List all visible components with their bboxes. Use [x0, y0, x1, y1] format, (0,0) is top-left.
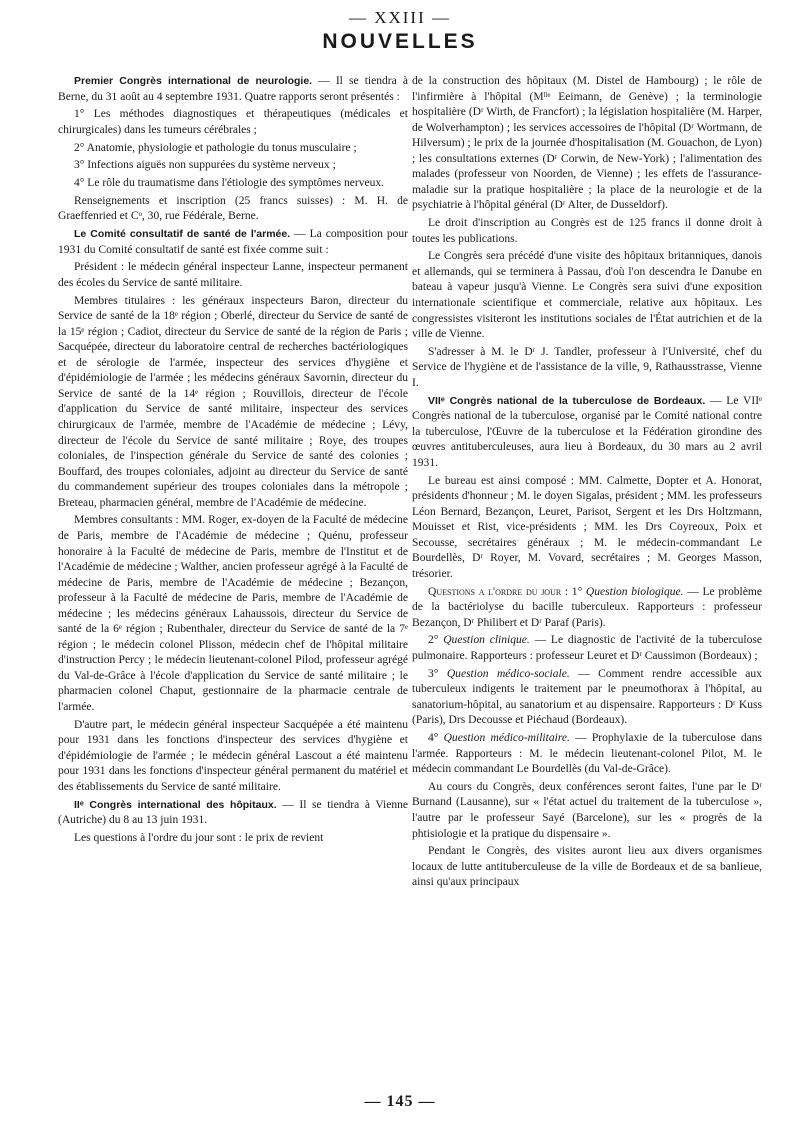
paragraph-text: — Le problème de la bactériolyse du bacille tuberculeux. Rapporteurs : professeur Bezançon, Dʳ Philibert et Dʳ Paraf (Paris).	[412, 585, 762, 629]
paragraph	[412, 474, 762, 583]
paragraph	[412, 780, 762, 842]
paragraph	[58, 74, 408, 105]
right-column	[412, 74, 762, 893]
paragraph-text: 2°	[428, 634, 444, 647]
small-caps-label: Questions a l'ordre du jour :	[428, 585, 569, 598]
paragraph	[58, 176, 408, 192]
page-header: — XXIII —	[348, 8, 452, 27]
question-title: Question biologique.	[585, 585, 684, 598]
paragraph-text: Membres consultants : MM. Roger, ex-doyen de la Faculté de médecine de Paris, membre de l'Académie de médecine ; Quénu, professeur honoraire à la Faculté de médecine de Paris, membre de l'Institut et de l'Académie de médecine ; Walther, ancien professeur agrégé à la Faculté de médecine de Paris, membre de l'Académie de médecine ; Bezançon, professeur à la Faculté de médecine de Paris, membre de l'Académie de médecine ; les médecins généraux Lahaussois, directeur du Service de santé de la 6ᵉ région ; Rubenthaler, directeur du Service de santé de la 7ᵉ région ; le médecin colonel Plisson, médecin chef de l'hôpital militaire d'instruction Percy ; le médecin lieutenant-colonel Pilod, professeur agrégé du Val-de-Grâce à l'école d'application du Service de santé militaire ; le pharmacien colonel Chaput, gestionnaire de la pharmacie centrale de l'armée.	[58, 514, 408, 714]
paragraph	[412, 667, 762, 729]
page-number: — 145 —	[364, 1093, 436, 1110]
paragraph-text: Pendant le Congrès, des visites auront lieu aux divers organismes locaux de lutte antituberculeuse de la ville de Bordeaux et de sa banlieue, ainsi qu'aux principaux	[412, 845, 762, 889]
paragraph-text: — Il se tiendra à Berne, du 31 août au 4 septembre 1931. Quatre rapports seront présentés :	[58, 75, 408, 103]
paragraph	[58, 194, 408, 225]
paragraph-text: Au cours du Congrès, deux conférences seront faites, l'une par le Dʳ Burnand (Lausanne), sur « l'état actuel du traitement de la tuberculose », l'autre par le professeur Sayé (Barcelone), sur les « progrès de la phtisiologie et la pratique du dispensaire ».	[412, 780, 762, 840]
section-heading: Premier Congrès international de neurologie.	[74, 75, 313, 87]
section-heading: IIᵉ Congrès international des hôpitaux.	[74, 798, 277, 811]
paragraph-text: 2° Anatomie, physiologie et pathologie du tonus musculaire ;	[74, 141, 357, 154]
paragraph-text: D'autre part, le médecin général inspecteur Sacquépée a été maintenu pour 1931 dans les fonctions d'inspecteur des services d'hygiène et d'épidémiologie de l'armée ; le médecin général Lascout a été maintenu pour 1931 dans les fonctions d'inspecteur général permanent du matériel et des établissements du Service de santé militaire.	[58, 718, 408, 793]
question-title: Question clinique.	[443, 634, 530, 647]
paragraph-text: 4° Le rôle du traumatisme dans l'étiologie des symptômes nerveux.	[74, 177, 385, 190]
paragraph	[412, 216, 762, 247]
paragraph-text: Les questions à l'ordre du jour sont : le prix de revient	[74, 831, 324, 844]
paragraph	[58, 718, 408, 796]
paragraph-text: Membres titulaires : les généraux inspecteurs Baron, directeur du Service de santé de la 18ᵉ région ; Oberlé, directeur du Service de santé de la 15ᵉ région ; Cadiot, directeur du Service de santé de la région de Paris ; Sacquépée, directeur du laboratoire central de recherches bactériologiques et de sérologie de l'armée, inspecteur des services d'hygiène et d'épidémiologie de l'armée ; les médecins généraux Savornin, directeur du Service de santé de la 14ᵉ région ; Rouvillois, directeur de l'école d'application du Service de santé militaire, inspecteur des services chirurgicaux de l'armée, membre de l'Académie de médecine ; Lévy, directeur de l'école du Service de santé militaire ; Roye, des troupes coloniales, de l'inspection générale du Service de santé des colonies ; Bouffard, des troupes coloniales, adjoint au directeur du Service de santé du commandement supérieur des troupes coloniales dans la métropole ; Breteau, pharmacien général, membre de l'Académie de médecine.	[58, 294, 408, 509]
paragraph-text: Renseignements et inscription (25 francs suisses) : M. H. de Graeffenried et Cᵒ, 30, rue Fédérale, Berne.	[58, 194, 408, 223]
paragraph-text: Le Congrès sera précédé d'une visite des hôpitaux britanniques, danois et allemands, qui se terminera à Passau, d'où l'on descendra le Danube en bateau à vapeur jusqu'à Vienne. Le Congrès sera suivi d'une exposition internationale scientifique et commerciale, relative aux hôpitaux. Les congressistes visiteront les institutions sociales de l'État autrichien et de la ville de Vienne.	[412, 250, 762, 341]
paragraph-text: — Le diagnostic de l'activité de la tuberculose pulmonaire. Rapporteurs : professeur Leuret et Dʳ Caussimon (Bordeaux) ;	[412, 634, 762, 662]
paragraph	[58, 513, 408, 715]
section-heading: Le Comité consultatif de santé de l'armée.	[74, 228, 291, 241]
paragraph	[58, 107, 408, 138]
paragraph-text: Le droit d'inscription au Congrès est de 125 francs il donne droit à toutes les publications.	[412, 217, 762, 245]
paragraph-text: — Le VIIᵉ Congrès national de la tuberculose, organisé par le Comité national contre la tuberculose, l'Œuvre de la tuberculose et la Fédération girondine des œuvres antituberculeuses, aura lieu à Bordeaux, du 30 mars au 2 avril 1931.	[412, 394, 762, 469]
paragraph	[412, 585, 762, 632]
paragraph	[412, 844, 762, 891]
paragraph	[58, 294, 408, 512]
paragraph	[412, 633, 762, 664]
paragraph	[412, 345, 762, 392]
question-title: Question médico-militaire.	[443, 732, 570, 745]
paragraph	[58, 831, 408, 847]
page-title: NOUVELLES	[322, 30, 478, 53]
paragraph-text: 3°	[428, 667, 447, 680]
paragraph-text: — Il se tiendra à Vienne (Autriche) du 8 au 13 juin 1931.	[58, 798, 408, 827]
paragraph-text: 3° Infections aiguës non suppurées du système nerveux ;	[74, 159, 336, 172]
left-column	[58, 74, 408, 849]
paragraph	[58, 227, 408, 258]
section-heading: VIIᵉ Congrès national de la tuberculose de Bordeaux.	[428, 394, 706, 407]
paragraph	[58, 158, 408, 174]
paragraph-text: 4°	[428, 732, 444, 745]
paragraph	[58, 141, 408, 157]
paragraph	[58, 260, 408, 291]
paragraph-text: S'adresser à M. le Dʳ J. Tandler, professeur à l'Université, chef du Service de l'hygiène et de l'assistance de la ville, 9, Rathausstrasse, Vienne I.	[412, 345, 762, 389]
paragraph-text: Président : le médecin général inspecteur Lanne, inspecteur permanent des écoles du Service de santé militaire.	[58, 261, 408, 289]
question-title: Question médico-sociale.	[446, 667, 570, 680]
paragraph-text: de la construction des hôpitaux (M. Distel de Hambourg) ; le rôle de l'infirmière à l'hôpital (Mˡˡᵉ Eeimann, de Genève) ; la terminologie hospitalière (Dʳ Wirth, de Francfort) ; la législation hospitalière (M. Harper, de Wolverhampton) ; les services accessoires de l'hôpital (Dʳ Wortmann, de Hilversum) ; le prix de la journée d'hospitalisation (M. Gouachon, de Lyon) ; les consultations externes (Dʳ Corwin, de New-York) ; l'alimentation des malades (professeur von Noorden, de Vienne) ; les effets de l'assurance-maladie sur la pratique hospitalière ; la place de la neurologie et de la psychiatrie à l'hôpital général (Dʳ Alter, de Dusseldorf).	[412, 75, 762, 212]
paragraph-text: 1° Les méthodes diagnostiques et thérapeutiques (médicales et chirurgicales) dans les tumeurs cérébrales ;	[58, 108, 408, 136]
paragraph-text: 1°	[568, 585, 586, 598]
paragraph-text: Le bureau est ainsi composé : MM. Calmette, Dopter et A. Honorat, présidents d'honneur ; M. le doyen Sigalas, président ; MM. les professeurs Léon Bernard, Bezançon, Leuret, Parisot, Sergent et les Drs Holtzmann, Mouisset et Rist, vice-présidents ; MM. les Drs Coyreoux, Poix et Secousse, secrétaires généraux ; M. le médecin-commandant Le Bourdellès, Dʳ Royer, M. Vovard, secrétaires ; M. Georges Masson, trésorier.	[412, 474, 762, 580]
paragraph	[412, 394, 762, 472]
paragraph	[412, 74, 762, 214]
paragraph	[412, 249, 762, 342]
paragraph-text: — La composition pour 1931 du Comité consultatif de santé est fixée comme suit :	[58, 228, 409, 256]
paragraph-text: — Prophylaxie de la tuberculose dans l'armée. Rapporteurs : M. le médecin lieutenant-colonel Pilot, M. le médecin commandant Le Bourdellès (du Val-de-Grâce).	[412, 732, 763, 776]
paragraph	[412, 731, 762, 778]
paragraph	[58, 798, 408, 829]
paragraph-text: — Comment rendre accessible aux tuberculeux indigents le traitement par le pneumothorax à l'hôpital, au sanatorium-hôpital, au sanatorium et au dispensaire. Rapporteurs : Dʳ Kuss (Paris), Drs Decousse et Piéchaud (Bordeaux).	[412, 667, 762, 727]
